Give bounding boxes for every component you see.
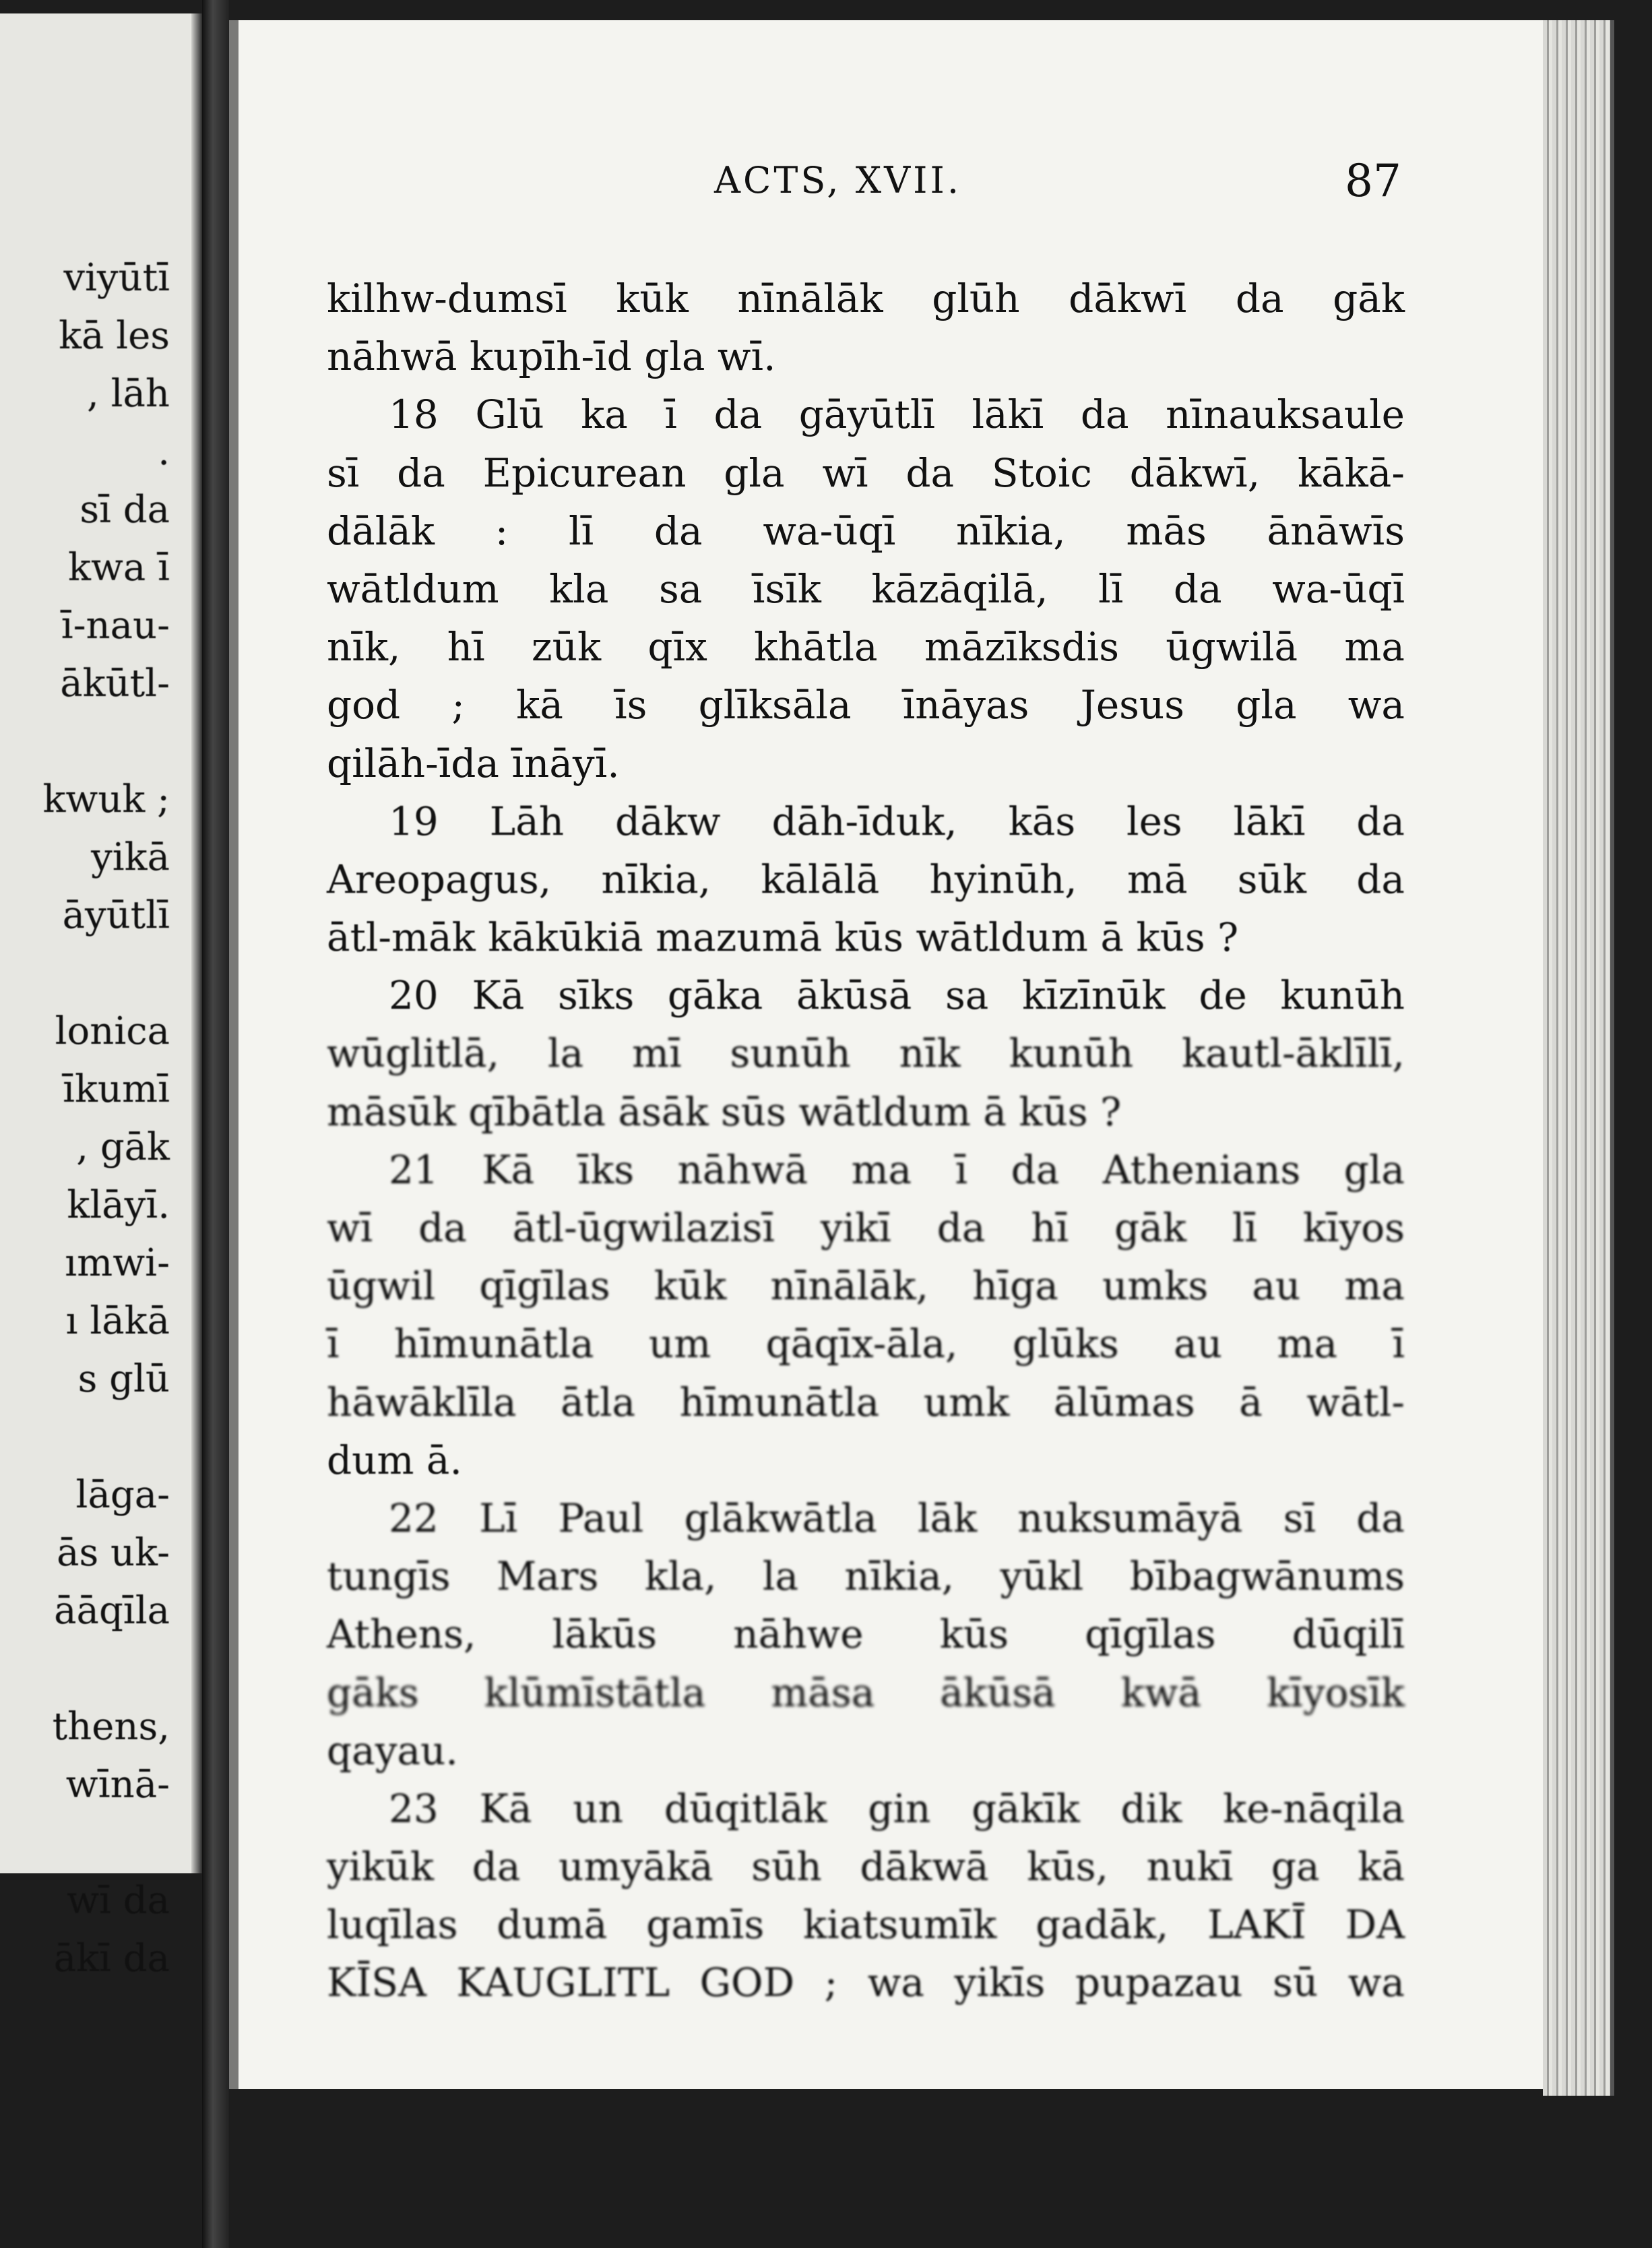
left-page-line: kwuk ; bbox=[42, 778, 170, 821]
text-line: gāks klūmīstātla māsa ākūsā kwā kīyosīk bbox=[327, 1669, 1405, 1716]
text-line: wātldum kla sa īsīk kāzāqilā, lī da wa-ūqī bbox=[327, 565, 1405, 612]
text-line: nīk, hī zūk qīx khātla māzīksdis ūgwilā ma bbox=[327, 624, 1405, 670]
text-line: luqīlas dumā gamīs kiatsumīk gadāk, LAKĪ DA bbox=[327, 1902, 1405, 1948]
verse-line: 21 Kā īks nāhwā ma ī da Athenians gla bbox=[389, 1146, 1405, 1193]
text-line: wūglitlā, la mī sunūh nīk kunūh kautl-āklīlī, bbox=[327, 1030, 1405, 1077]
text-line: wī da ātl-ūgwilazisī yikī da hī gāk lī kīyos bbox=[327, 1205, 1405, 1251]
text-line: Areopagus, nīkia, kālālā hyinūh, mā sūk da bbox=[327, 856, 1405, 902]
page-number: 87 bbox=[1345, 155, 1401, 207]
left-page-line: . bbox=[158, 430, 170, 474]
left-page-gap bbox=[42, 1814, 170, 1872]
left-page-gap bbox=[42, 713, 170, 771]
left-page-line: ākūtl- bbox=[60, 662, 170, 706]
left-page-line: īkumī bbox=[63, 1067, 170, 1111]
page-header bbox=[714, 155, 1401, 220]
text-line: ūgwil qīgīlas kūk nīnālāk, hīga umks au ma bbox=[327, 1263, 1405, 1309]
left-page-text bbox=[42, 249, 170, 1988]
left-page-line: lāga- bbox=[75, 1473, 170, 1517]
left-page-line: āāqīla bbox=[54, 1589, 170, 1633]
left-page-line: , gāk bbox=[76, 1125, 170, 1169]
text-line: ī hīmunātla um qāqīx-āla, glūks au ma ī bbox=[327, 1321, 1405, 1367]
verse-line: 19 Lāh dākw dāh-īduk, kās les lākī da bbox=[389, 798, 1405, 844]
text-line: Athens, lākūs nāhwe kūs qīgīlas dūqilī bbox=[327, 1611, 1405, 1658]
text-line: nāhwā kupīh-īd gla wī. bbox=[327, 334, 776, 380]
left-page-line: klāyī. bbox=[67, 1183, 170, 1227]
left-page-gap bbox=[42, 945, 170, 1003]
text-line: māsūk qībātla āsāk sūs wātldum ā kūs ? bbox=[327, 1088, 1122, 1135]
left-page-line: āyūtlī bbox=[62, 894, 170, 937]
book-gutter bbox=[202, 0, 229, 2248]
text-line: dum ā. bbox=[327, 1437, 462, 1483]
left-page-line: ī-nau- bbox=[61, 604, 170, 648]
running-title: ACTS, XVII. bbox=[714, 159, 961, 201]
left-page bbox=[0, 13, 205, 1980]
left-page-line: wī da bbox=[67, 1879, 170, 1923]
left-page-line: wīnā- bbox=[65, 1763, 170, 1807]
left-page-gap bbox=[42, 1640, 170, 1698]
left-page-line: s glū bbox=[77, 1357, 170, 1401]
text-line: tungīs Mars kla, la nīkia, yūkl bībagwānums bbox=[327, 1553, 1405, 1600]
left-page-line: ākī da bbox=[53, 1937, 170, 1980]
text-line: yikūk da umyākā sūh dākwā kūs, nukī ga kā bbox=[327, 1844, 1405, 1890]
left-page-line: ı lākā bbox=[65, 1299, 170, 1343]
text-line: ātl-māk kākūkiā mazumā kūs wātldum ā kūs ? bbox=[327, 914, 1239, 961]
body-text bbox=[327, 270, 1405, 2012]
left-page-gap bbox=[42, 1408, 170, 1466]
page-fold-shadow bbox=[191, 13, 202, 1873]
text-line: hāwāklīla ātla hīmunātla umk ālūmas ā wātl- bbox=[327, 1379, 1405, 1425]
text-line: qilāh-īda īnāyī. bbox=[327, 740, 620, 786]
left-page-line: ımwi- bbox=[65, 1241, 170, 1285]
text-line: dālāk : lī da wa-ūqī nīkia, mās ānāwīs bbox=[327, 507, 1405, 554]
text-line: sī da Epicurean gla wī da Stoic dākwī, kākā- bbox=[327, 449, 1405, 496]
left-page-line: thens, bbox=[52, 1705, 170, 1749]
left-page-line: kā les bbox=[59, 314, 170, 358]
left-page-line: viyūtī bbox=[63, 256, 170, 300]
text-line: kilhw-dumsī kūk nīnālāk glūh dākwī da gāk bbox=[327, 276, 1405, 321]
page-edge bbox=[1543, 20, 1614, 2096]
left-page-line: , lāh bbox=[87, 372, 170, 416]
left-page-line: yikā bbox=[91, 836, 170, 879]
verse-line: 22 Lī Paul glākwātla lāk nuksumāyā sī da bbox=[389, 1495, 1405, 1541]
text-line: god ; kā īs glīksāla īnāyas Jesus gla wa bbox=[327, 682, 1405, 728]
verse-line: 23 Kā un dūqitlāk gin gākīk dik ke-nāqila bbox=[389, 1785, 1405, 1832]
text-line: KĪSA KAUGLITL GOD ; wa yikīs pupazau sū wa bbox=[327, 1960, 1405, 2006]
left-page-line: ās uk- bbox=[57, 1531, 170, 1575]
left-page-line: sī da bbox=[80, 488, 170, 532]
text-line: qayau. bbox=[327, 1727, 458, 1774]
verse-line: 18 Glū ka ī da gāyūtlī lākī da nīnauksaule bbox=[389, 392, 1405, 438]
verse-line: 20 Kā sīks gāka ākūsā sa kīzīnūk de kunūh bbox=[389, 972, 1405, 1019]
left-page-line: lonica bbox=[55, 1009, 170, 1053]
left-page-line: kwa ī bbox=[68, 546, 170, 590]
